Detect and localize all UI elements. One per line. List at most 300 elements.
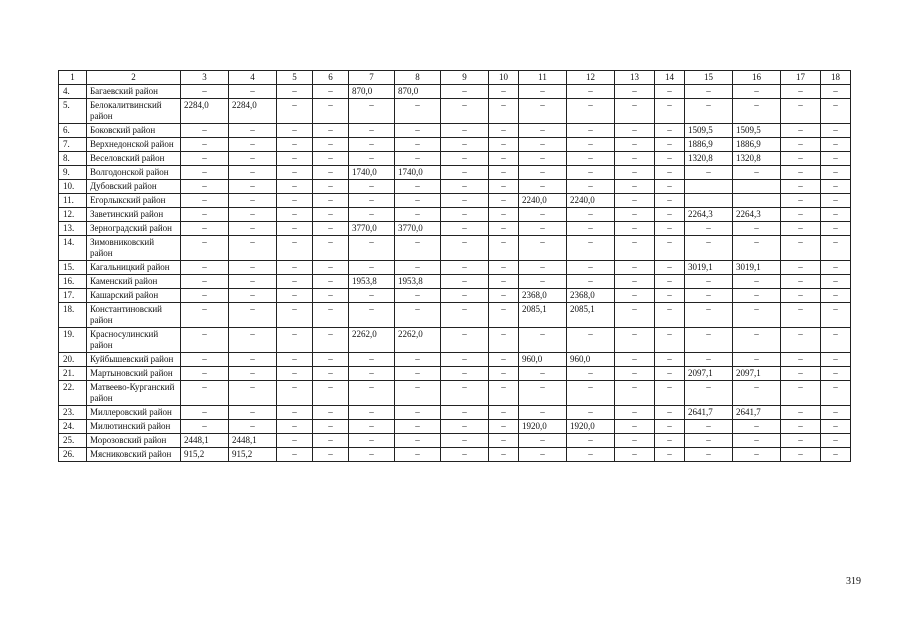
table-row [59, 138, 851, 152]
column-header: 4 [229, 71, 277, 85]
value-cell: – [781, 85, 821, 99]
row-number: 17. [59, 289, 87, 303]
value-cell: – [395, 261, 441, 275]
column-header: 9 [441, 71, 489, 85]
district-name: Белокалитвинский район [87, 99, 181, 124]
value-cell: – [313, 367, 349, 381]
row-number: 15. [59, 261, 87, 275]
value-cell: – [229, 208, 277, 222]
value-cell: – [567, 99, 615, 124]
value-cell: – [313, 353, 349, 367]
value-cell: – [655, 261, 685, 275]
value-cell: – [489, 434, 519, 448]
value-cell: – [685, 381, 733, 406]
value-cell: – [733, 434, 781, 448]
value-cell: – [181, 236, 229, 261]
value-cell: – [567, 275, 615, 289]
value-cell: – [821, 222, 851, 236]
value-cell: – [277, 85, 313, 99]
value-cell: – [181, 166, 229, 180]
value-cell: – [655, 353, 685, 367]
value-cell: – [655, 124, 685, 138]
value-cell: – [181, 367, 229, 381]
district-name: Милютинский район [87, 420, 181, 434]
value-cell: – [489, 194, 519, 208]
value-cell: – [313, 381, 349, 406]
value-cell: – [685, 222, 733, 236]
district-name: Волгодонской район [87, 166, 181, 180]
value-cell: – [313, 275, 349, 289]
district-name: Заветинский район [87, 208, 181, 222]
value-cell: – [441, 208, 489, 222]
value-cell [733, 180, 781, 194]
value-cell: – [615, 448, 655, 462]
value-cell: – [395, 289, 441, 303]
value-cell: 1740,0 [395, 166, 441, 180]
value-cell: – [313, 448, 349, 462]
value-cell: – [615, 328, 655, 353]
value-cell: – [441, 420, 489, 434]
value-cell: – [229, 303, 277, 328]
value-cell [685, 194, 733, 208]
value-cell: – [181, 85, 229, 99]
value-cell: – [349, 99, 395, 124]
table-row [59, 353, 851, 367]
row-number: 13. [59, 222, 87, 236]
value-cell: – [277, 406, 313, 420]
district-name: Веселовский район [87, 152, 181, 166]
value-cell: – [395, 406, 441, 420]
value-cell: – [519, 328, 567, 353]
value-cell: – [567, 180, 615, 194]
value-cell: – [277, 434, 313, 448]
value-cell: 2284,0 [229, 99, 277, 124]
value-cell: 1953,8 [395, 275, 441, 289]
district-name: Багаевский район [87, 85, 181, 99]
value-cell: 2641,7 [733, 406, 781, 420]
value-cell: – [441, 381, 489, 406]
value-cell: 2097,1 [733, 367, 781, 381]
value-cell: – [313, 124, 349, 138]
value-cell: – [685, 289, 733, 303]
value-cell: – [313, 406, 349, 420]
value-cell: – [181, 289, 229, 303]
column-header: 11 [519, 71, 567, 85]
row-number: 24. [59, 420, 87, 434]
row-number: 10. [59, 180, 87, 194]
value-cell: – [181, 138, 229, 152]
value-cell: – [615, 166, 655, 180]
value-cell: – [821, 289, 851, 303]
value-cell: – [821, 420, 851, 434]
value-cell: – [395, 448, 441, 462]
value-cell: 1509,5 [733, 124, 781, 138]
value-cell: – [781, 275, 821, 289]
value-cell: 2368,0 [567, 289, 615, 303]
value-cell: – [181, 275, 229, 289]
value-cell: – [395, 420, 441, 434]
value-cell: – [615, 353, 655, 367]
value-cell: – [615, 406, 655, 420]
district-name: Миллеровский район [87, 406, 181, 420]
district-name: Куйбышевский район [87, 353, 181, 367]
district-name: Верхнедонской район [87, 138, 181, 152]
value-cell: – [781, 381, 821, 406]
header-row [59, 71, 851, 85]
value-cell: – [489, 166, 519, 180]
value-cell: – [277, 236, 313, 261]
value-cell: – [349, 124, 395, 138]
value-cell: – [441, 166, 489, 180]
value-cell: – [229, 328, 277, 353]
value-cell: – [615, 180, 655, 194]
value-cell: – [441, 261, 489, 275]
table-row [59, 381, 851, 406]
table-row [59, 448, 851, 462]
value-cell: – [781, 222, 821, 236]
district-name: Матвеево-Курганский район [87, 381, 181, 406]
district-name: Егорлыкский район [87, 194, 181, 208]
value-cell: – [277, 99, 313, 124]
value-cell: – [441, 448, 489, 462]
value-cell: – [567, 236, 615, 261]
value-cell: – [181, 124, 229, 138]
value-cell: – [181, 194, 229, 208]
value-cell: – [615, 194, 655, 208]
table-row [59, 152, 851, 166]
value-cell: – [229, 152, 277, 166]
value-cell: – [519, 381, 567, 406]
value-cell: – [519, 222, 567, 236]
value-cell: 1320,8 [685, 152, 733, 166]
value-cell: 1920,0 [519, 420, 567, 434]
value-cell: – [733, 448, 781, 462]
value-cell: – [655, 236, 685, 261]
value-cell: – [655, 303, 685, 328]
table-row [59, 166, 851, 180]
value-cell: – [655, 194, 685, 208]
value-cell: – [615, 303, 655, 328]
value-cell: – [821, 434, 851, 448]
value-cell: – [441, 289, 489, 303]
value-cell: – [781, 328, 821, 353]
value-cell: – [781, 289, 821, 303]
value-cell: 2262,0 [349, 328, 395, 353]
table-row [59, 99, 851, 124]
value-cell: – [349, 353, 395, 367]
value-cell: – [781, 236, 821, 261]
column-header: 7 [349, 71, 395, 85]
row-number: 6. [59, 124, 87, 138]
value-cell: – [277, 208, 313, 222]
value-cell: – [181, 152, 229, 166]
value-cell: – [313, 328, 349, 353]
value-cell: – [395, 434, 441, 448]
value-cell: – [519, 208, 567, 222]
value-cell: 2240,0 [519, 194, 567, 208]
value-cell: – [349, 406, 395, 420]
value-cell: – [615, 236, 655, 261]
value-cell: – [567, 434, 615, 448]
value-cell: – [489, 406, 519, 420]
value-cell: – [313, 303, 349, 328]
value-cell: – [615, 261, 655, 275]
value-cell: – [395, 367, 441, 381]
value-cell: – [781, 208, 821, 222]
value-cell: – [277, 328, 313, 353]
value-cell: – [821, 124, 851, 138]
value-cell: – [733, 289, 781, 303]
value-cell: 3019,1 [733, 261, 781, 275]
value-cell: – [313, 138, 349, 152]
value-cell: – [733, 353, 781, 367]
table-row [59, 303, 851, 328]
value-cell: – [567, 208, 615, 222]
value-cell: – [567, 367, 615, 381]
value-cell: – [313, 208, 349, 222]
value-cell: – [567, 222, 615, 236]
value-cell: 1740,0 [349, 166, 395, 180]
value-cell: – [489, 420, 519, 434]
value-cell: – [519, 99, 567, 124]
row-number: 19. [59, 328, 87, 353]
column-header: 1 [59, 71, 87, 85]
row-number: 25. [59, 434, 87, 448]
value-cell: – [313, 222, 349, 236]
value-cell: – [519, 166, 567, 180]
value-cell: – [277, 194, 313, 208]
column-header: 16 [733, 71, 781, 85]
value-cell: 2448,1 [229, 434, 277, 448]
value-cell: – [781, 194, 821, 208]
value-cell: – [489, 381, 519, 406]
value-cell: – [615, 367, 655, 381]
value-cell: – [229, 222, 277, 236]
value-cell: – [567, 328, 615, 353]
value-cell: 915,2 [181, 448, 229, 462]
value-cell: 915,2 [229, 448, 277, 462]
value-cell: – [313, 236, 349, 261]
value-cell: – [229, 353, 277, 367]
value-cell: – [313, 194, 349, 208]
value-cell: – [519, 406, 567, 420]
value-cell: – [821, 353, 851, 367]
value-cell: – [733, 381, 781, 406]
table-row [59, 275, 851, 289]
row-number: 12. [59, 208, 87, 222]
value-cell: – [395, 381, 441, 406]
district-name: Красносулинский район [87, 328, 181, 353]
value-cell: – [181, 180, 229, 194]
value-cell: – [821, 152, 851, 166]
value-cell: – [277, 353, 313, 367]
value-cell: – [615, 152, 655, 166]
value-cell: – [519, 85, 567, 99]
value-cell: – [655, 289, 685, 303]
district-name: Мясниковский район [87, 448, 181, 462]
value-cell: 1920,0 [567, 420, 615, 434]
district-name: Каменский район [87, 275, 181, 289]
value-cell: – [733, 275, 781, 289]
value-cell: – [395, 353, 441, 367]
value-cell: – [567, 124, 615, 138]
value-cell: – [395, 236, 441, 261]
value-cell: – [615, 420, 655, 434]
value-cell: – [181, 222, 229, 236]
column-header: 10 [489, 71, 519, 85]
value-cell: – [277, 448, 313, 462]
value-cell: – [655, 180, 685, 194]
row-number: 23. [59, 406, 87, 420]
value-cell: – [229, 124, 277, 138]
value-cell: – [313, 420, 349, 434]
value-cell: – [733, 166, 781, 180]
value-cell: – [489, 138, 519, 152]
value-cell: – [519, 261, 567, 275]
value-cell: 3019,1 [685, 261, 733, 275]
row-number: 14. [59, 236, 87, 261]
column-header: 15 [685, 71, 733, 85]
row-number: 21. [59, 367, 87, 381]
value-cell: – [615, 434, 655, 448]
table-row [59, 124, 851, 138]
value-cell: – [229, 261, 277, 275]
value-cell: – [277, 222, 313, 236]
value-cell: – [181, 381, 229, 406]
value-cell: – [685, 99, 733, 124]
value-cell: – [349, 180, 395, 194]
value-cell: – [821, 208, 851, 222]
value-cell: – [229, 166, 277, 180]
row-number: 11. [59, 194, 87, 208]
value-cell: – [229, 275, 277, 289]
value-cell: – [313, 166, 349, 180]
value-cell: – [519, 434, 567, 448]
value-cell: – [229, 289, 277, 303]
value-cell: – [781, 138, 821, 152]
value-cell: – [685, 166, 733, 180]
value-cell: – [655, 420, 685, 434]
value-cell: – [349, 236, 395, 261]
value-cell: – [781, 152, 821, 166]
value-cell: – [349, 367, 395, 381]
table-row [59, 406, 851, 420]
value-cell: – [519, 138, 567, 152]
value-cell: – [229, 381, 277, 406]
value-cell: 1886,9 [685, 138, 733, 152]
value-cell: – [655, 166, 685, 180]
value-cell: – [655, 275, 685, 289]
value-cell: – [821, 138, 851, 152]
data-table [58, 70, 851, 462]
value-cell: – [395, 152, 441, 166]
district-name: Дубовский район [87, 180, 181, 194]
column-header: 8 [395, 71, 441, 85]
value-cell: – [821, 275, 851, 289]
value-cell: – [733, 420, 781, 434]
value-cell: – [441, 353, 489, 367]
value-cell: – [781, 434, 821, 448]
value-cell: 870,0 [395, 85, 441, 99]
value-cell: – [277, 367, 313, 381]
value-cell: – [277, 124, 313, 138]
value-cell: – [277, 303, 313, 328]
value-cell: – [349, 420, 395, 434]
value-cell: – [733, 303, 781, 328]
value-cell: – [441, 138, 489, 152]
value-cell: – [489, 261, 519, 275]
value-cell: – [519, 236, 567, 261]
value-cell: – [655, 448, 685, 462]
value-cell: – [655, 328, 685, 353]
district-name: Константиновский район [87, 303, 181, 328]
value-cell: – [229, 194, 277, 208]
value-cell: – [229, 406, 277, 420]
value-cell: – [441, 367, 489, 381]
row-number: 5. [59, 99, 87, 124]
value-cell: – [489, 367, 519, 381]
value-cell: 960,0 [567, 353, 615, 367]
table-row [59, 328, 851, 353]
row-number: 9. [59, 166, 87, 180]
table-row [59, 261, 851, 275]
value-cell: – [781, 124, 821, 138]
value-cell: – [615, 138, 655, 152]
value-cell: – [615, 208, 655, 222]
value-cell: – [567, 85, 615, 99]
value-cell: – [685, 236, 733, 261]
value-cell: – [349, 448, 395, 462]
value-cell: – [313, 152, 349, 166]
value-cell: – [313, 434, 349, 448]
value-cell: – [441, 222, 489, 236]
value-cell: – [519, 152, 567, 166]
table-row [59, 194, 851, 208]
value-cell: – [781, 166, 821, 180]
value-cell: – [685, 328, 733, 353]
value-cell: – [615, 289, 655, 303]
district-name: Мартыновский район [87, 367, 181, 381]
value-cell: – [655, 99, 685, 124]
value-cell: – [441, 152, 489, 166]
value-cell: – [489, 236, 519, 261]
value-cell: – [655, 85, 685, 99]
table-row [59, 420, 851, 434]
value-cell: – [229, 236, 277, 261]
value-cell: – [519, 124, 567, 138]
value-cell: – [781, 261, 821, 275]
value-cell: – [821, 328, 851, 353]
column-header: 18 [821, 71, 851, 85]
district-name: Кашарский район [87, 289, 181, 303]
value-cell [685, 180, 733, 194]
value-cell: – [313, 85, 349, 99]
value-cell: – [821, 406, 851, 420]
value-cell: – [615, 222, 655, 236]
value-cell: – [781, 406, 821, 420]
value-cell: – [821, 85, 851, 99]
district-name: Боковский район [87, 124, 181, 138]
value-cell: – [349, 381, 395, 406]
value-cell: – [277, 275, 313, 289]
value-cell: – [441, 99, 489, 124]
value-cell: – [655, 406, 685, 420]
value-cell: – [489, 353, 519, 367]
value-cell: – [489, 222, 519, 236]
value-cell: – [567, 448, 615, 462]
value-cell: 2284,0 [181, 99, 229, 124]
value-cell: – [441, 180, 489, 194]
